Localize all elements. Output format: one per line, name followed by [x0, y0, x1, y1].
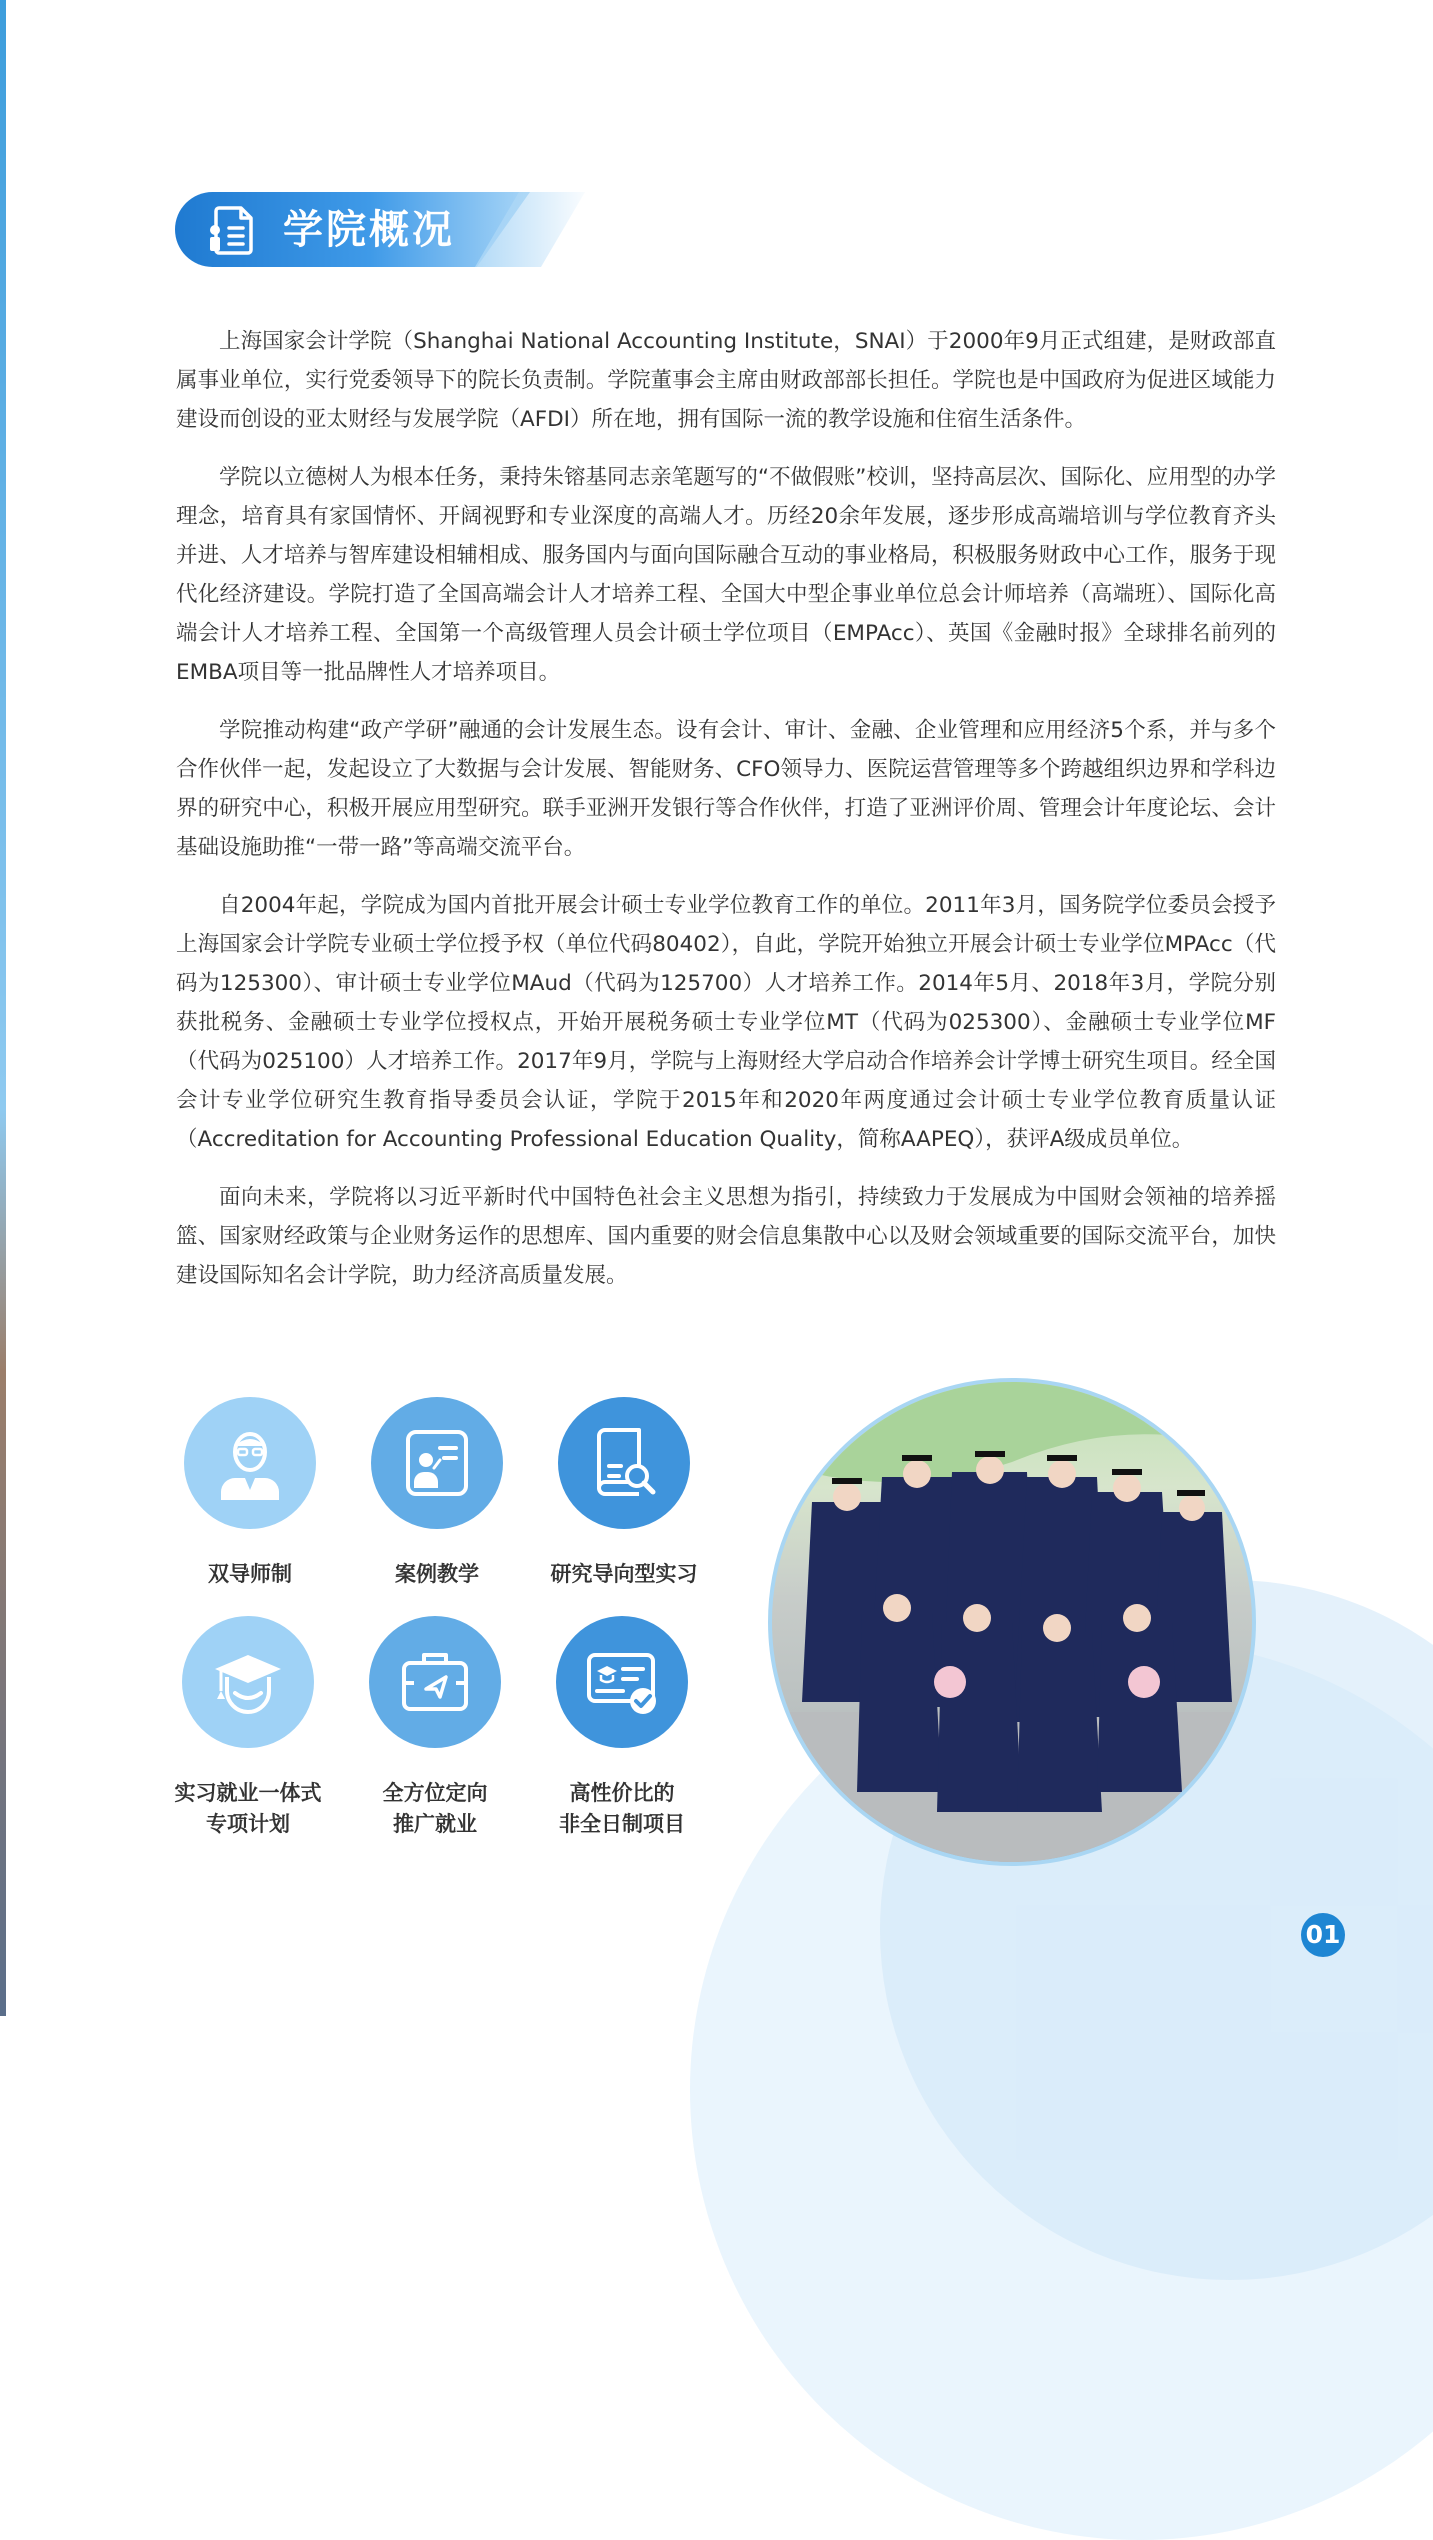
paragraph: 学院推动构建“政产学研”融通的会计发展生态。设有会计、审计、金融、企业管理和应用经济5个系，并与多个合作伙伴一起，发起设立了大数据与会计发展、智能财务、CFO领导力、医院运营管理等多个跨越组织边界和学科边界的研究中心，积极开展应用型研究。联手亚洲开发银行等合作伙伴，打造了亚洲评价周、管理会计年度论坛、会计基础设施助推“一带一路”等高端交流平台。	[176, 718, 1276, 860]
feature-label-line: 专项计划	[206, 1812, 290, 1836]
feature-label	[522, 1778, 722, 1840]
feature-label: 双导师制	[208, 1562, 292, 1586]
feature-dual-mentor	[150, 1397, 350, 1590]
page-edge-strip	[0, 0, 6, 2016]
graduates-illustration	[772, 1382, 1252, 1862]
certificate-icon	[579, 1639, 665, 1725]
graduation-photo	[768, 1378, 1256, 1866]
research-icon	[581, 1420, 667, 1506]
feature-label-line: 实习就业一体式	[174, 1781, 322, 1805]
feature-targeted-employment	[335, 1616, 535, 1840]
feature-label-line: 非全日制项目	[559, 1812, 685, 1836]
section-title: 学院概况	[283, 207, 455, 253]
document-icon	[203, 202, 259, 258]
feature-label-line: 高性价比的	[569, 1781, 675, 1805]
feature-part-time-program	[522, 1616, 722, 1840]
feature-label-line: 全方位定向	[382, 1781, 488, 1805]
feature-icon-circle	[556, 1616, 688, 1748]
feature-label: 案例教学	[395, 1562, 479, 1586]
feature-icon-circle	[371, 1397, 503, 1529]
feature-label-line: 推广就业	[393, 1812, 477, 1836]
case-teaching-icon	[394, 1420, 480, 1506]
feature-icon-circle	[369, 1616, 501, 1748]
feature-research-internship	[524, 1397, 724, 1590]
feature-icon-circle	[558, 1397, 690, 1529]
page-number: 01	[1301, 1913, 1345, 1957]
feature-internship-employment	[148, 1616, 348, 1840]
briefcase-icon	[392, 1639, 478, 1725]
paragraph: 上海国家会计学院（Shanghai National Accounting Institute，SNAI）于2000年9月正式组建，是财政部直属事业单位，实行党委领导下的院长负责制。学院董事会主席由财政部部长担任。学院也是中国政府为促进区域能力建设而创设的亚太财经与发展学院（AFDI）所在地，拥有国际一流的教学设施和住宿生活条件。	[176, 329, 1276, 432]
paragraph: 自2004年起，学院成为国内首批开展会计硕士专业学位教育工作的单位。2011年3月，国务院学位委员会授予上海国家会计学院专业硕士学位授予权（单位代码80402），自此，学院开始独立开展会计硕士专业学位MPAcc（代码为125300）、审计硕士专业学位MAud（代码为125700）人才培养工作。2014年5月、2018年3月，学院分别获批税务、金融硕士专业学位授权点，开始开展税务硕士专业学位MT（代码为025300）、金融硕士专业学位MF（代码为025100）人才培养工作。2017年9月，学院与上海财经大学启动合作培养会计学博士研究生项目。经全国会计专业学位研究生教育指导委员会认证，学院于2015年和2020年两度通过会计硕士专业学位教育质量认证（Accreditation for Accounting Professional Education Quality，简称AAPEQ），获评A级成员单位。	[176, 893, 1276, 1152]
feature-label	[335, 1778, 535, 1840]
paragraph: 学院以立德树人为根本任务，秉持朱镕基同志亲笔题写的“不做假账”校训，坚持高层次、国际化、应用型的办学理念，培育具有家国情怀、开阔视野和专业深度的高端人才。历经20余年发展，逐步形成高端培训与学位教育齐头并进、人才培养与智库建设相辅相成、服务国内与面向国际融合互动的事业格局，积极服务财政中心工作，服务于现代化经济建设。学院打造了全国高端会计人才培养工程、全国大中型企事业单位总会计师培养（高端班）、国际化高端会计人才培养工程、全国第一个高级管理人员会计硕士学位项目（EMPAcc）、英国《金融时报》全球排名前列的EMBA项目等一批品牌性人才培养项目。	[176, 465, 1276, 685]
section-header	[175, 192, 585, 267]
paragraph: 面向未来，学院将以习近平新时代中国特色社会主义思想为指引，持续致力于发展成为中国财会领袖的培养摇篮、国家财经政策与企业财务运作的思想库、国内重要的财会信息集散中心以及财会领域重要的国际交流平台，加快建设国际知名会计学院，助力经济高质量发展。	[176, 1185, 1276, 1288]
feature-icon-circle	[184, 1397, 316, 1529]
feature-icon-circle	[182, 1616, 314, 1748]
graduation-cap-icon	[205, 1639, 291, 1725]
feature-label	[148, 1778, 348, 1840]
feature-case-teaching	[337, 1397, 537, 1590]
mentor-icon	[207, 1420, 293, 1506]
body-text	[176, 322, 1276, 1314]
feature-label: 研究导向型实习	[550, 1562, 698, 1586]
